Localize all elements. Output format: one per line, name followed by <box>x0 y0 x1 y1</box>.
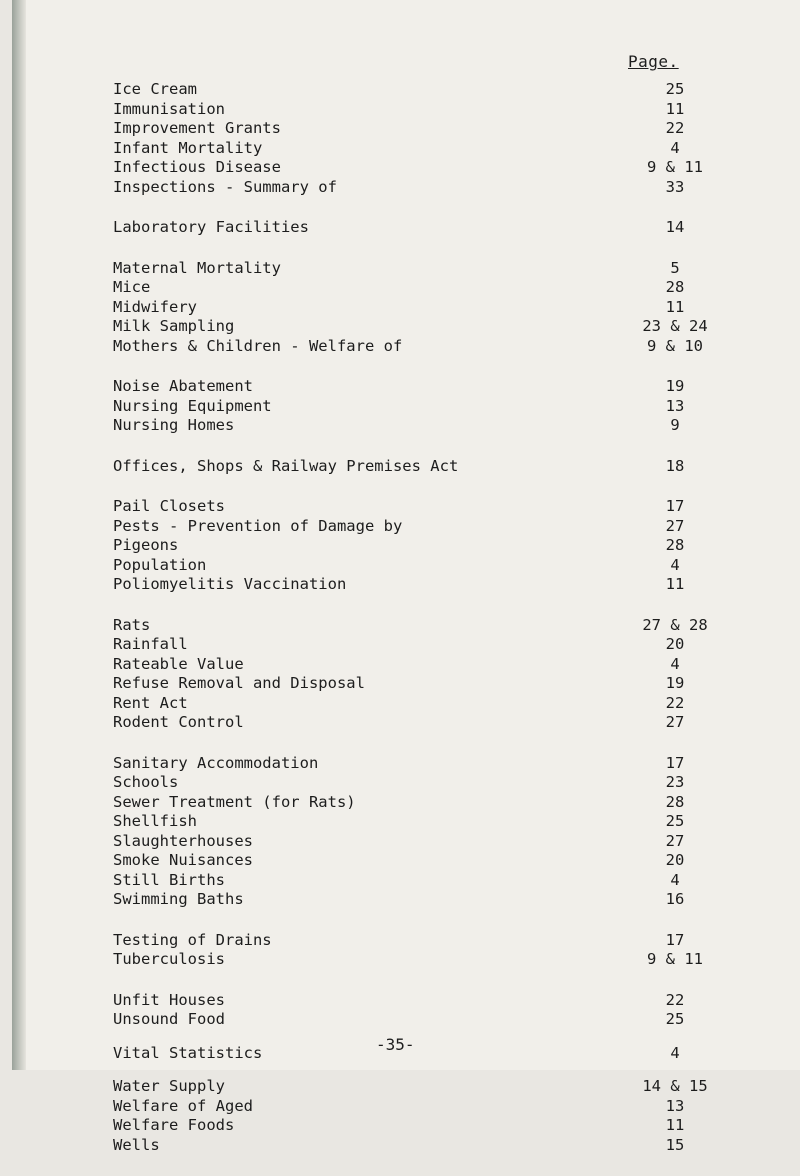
index-entry <box>113 931 723 951</box>
index-entry <box>113 793 723 813</box>
index-entry <box>113 1077 723 1097</box>
index-term: Wells <box>113 1135 160 1154</box>
index-page-reference: 33 <box>665 177 685 196</box>
subject-index <box>113 80 723 1176</box>
index-term: Mothers & Children - Welfare of <box>113 336 403 355</box>
index-term: Unfit Houses <box>113 990 225 1009</box>
index-page-reference: 5 <box>670 258 680 277</box>
index-term: Noise Abatement <box>113 377 253 395</box>
index-term: Mice <box>113 278 151 296</box>
index-section <box>113 377 723 436</box>
index-section <box>113 1077 723 1155</box>
index-term: Improvement Grants <box>113 119 281 137</box>
index-page-reference: 27 <box>665 831 685 850</box>
index-page-reference: 25 <box>665 80 685 98</box>
index-term: Rent Act <box>113 693 188 712</box>
index-section <box>113 1044 723 1064</box>
index-page-reference: 23 & 24 <box>642 317 708 335</box>
index-page-reference: 28 <box>665 536 685 554</box>
index-page-reference: 18 <box>665 456 685 475</box>
index-page-reference: 25 <box>665 812 685 830</box>
index-term: Refuse Removal and Disposal <box>113 674 365 692</box>
index-term: Offices, Shops & Railway Premises Act <box>113 456 459 475</box>
index-section <box>113 497 723 595</box>
index-page-reference: 25 <box>665 1010 685 1028</box>
index-page-reference: 23 <box>665 773 685 791</box>
index-page-reference: 16 <box>665 890 685 908</box>
index-entry <box>113 871 723 891</box>
index-entry <box>113 416 723 436</box>
index-page-reference: 13 <box>665 396 685 415</box>
index-entry <box>113 575 723 595</box>
index-entry <box>113 754 723 774</box>
index-section <box>113 259 723 357</box>
index-term: Pigeons <box>113 536 179 554</box>
index-entry <box>113 1010 723 1030</box>
index-term: Welfare of Aged <box>113 1096 253 1115</box>
index-entry <box>113 139 723 159</box>
index-entry <box>113 950 723 970</box>
index-term: Pail Closets <box>113 497 225 515</box>
index-term: Rodent Control <box>113 713 244 731</box>
index-term: Sewer Treatment (for Rats) <box>113 792 356 811</box>
index-entry <box>113 713 723 733</box>
page-column-header: Page. <box>628 52 679 71</box>
index-entry <box>113 773 723 793</box>
index-entry <box>113 1097 723 1117</box>
index-entry <box>113 337 723 357</box>
index-page-reference: 4 <box>670 555 680 574</box>
index-term: Schools <box>113 773 179 791</box>
index-term: Vital Statistics <box>113 1043 263 1062</box>
index-page-reference: 22 <box>665 119 685 137</box>
index-entry <box>113 298 723 318</box>
index-page-reference: 22 <box>665 990 685 1009</box>
index-entry <box>113 556 723 576</box>
index-term: Water Supply <box>113 1077 225 1095</box>
index-entry <box>113 616 723 636</box>
index-page-reference: 11 <box>665 1116 685 1134</box>
index-term: Rainfall <box>113 635 188 653</box>
index-entry <box>113 397 723 417</box>
index-term: Nursing Equipment <box>113 396 272 415</box>
index-page-reference: 14 & 15 <box>642 1077 708 1095</box>
index-page-reference: 22 <box>665 693 685 712</box>
index-term: Milk Sampling <box>113 317 235 335</box>
index-entry <box>113 158 723 178</box>
index-term: Ice Cream <box>113 80 197 98</box>
index-term: Sanitary Accommodation <box>113 753 319 772</box>
index-page-reference: 20 <box>665 635 685 653</box>
index-entry <box>113 259 723 279</box>
index-page-reference: 4 <box>670 654 680 673</box>
index-term: Smoke Nuisances <box>113 851 253 869</box>
index-page-reference: 4 <box>670 870 680 889</box>
index-term: Pests - Prevention of Damage by <box>113 516 403 535</box>
index-section <box>113 931 723 970</box>
index-page-reference: 27 <box>665 713 685 731</box>
index-entry <box>113 812 723 832</box>
page-number: -35- <box>376 1035 415 1054</box>
index-entry <box>113 635 723 655</box>
index-page-reference: 9 <box>670 416 680 434</box>
index-page-reference: 14 <box>665 218 685 236</box>
index-page-reference: 15 <box>665 1135 685 1154</box>
index-term: Tuberculosis <box>113 950 225 968</box>
index-entry <box>113 890 723 910</box>
index-term: Nursing Homes <box>113 416 235 434</box>
index-page-reference: 4 <box>670 138 680 157</box>
index-entry <box>113 497 723 517</box>
index-term: Maternal Mortality <box>113 258 281 277</box>
index-page-reference: 27 & 28 <box>642 615 708 634</box>
index-page-reference: 17 <box>665 930 685 949</box>
index-entry <box>113 1044 723 1064</box>
index-term: Laboratory Facilities <box>113 218 309 236</box>
index-section <box>113 457 723 477</box>
document-page <box>12 0 800 1154</box>
index-page-reference: 9 & 11 <box>647 158 703 176</box>
index-term: Unsound Food <box>113 1010 225 1028</box>
index-entry <box>113 517 723 537</box>
index-term: Midwifery <box>113 297 197 316</box>
index-entry <box>113 317 723 337</box>
index-page-reference: 11 <box>665 99 685 118</box>
page-edge-shadow <box>12 0 26 1070</box>
index-term: Immunisation <box>113 99 225 118</box>
index-entry <box>113 278 723 298</box>
index-term: Rateable Value <box>113 654 244 673</box>
index-page-reference: 11 <box>665 297 685 316</box>
index-term: Rats <box>113 615 151 634</box>
index-section <box>113 616 723 733</box>
index-page-reference: 27 <box>665 516 685 535</box>
index-page-reference: 9 & 11 <box>647 950 703 968</box>
index-entry <box>113 1136 723 1156</box>
index-entry <box>113 119 723 139</box>
index-entry <box>113 457 723 477</box>
index-entry <box>113 80 723 100</box>
index-entry <box>113 674 723 694</box>
index-section <box>113 991 723 1030</box>
index-page-reference: 17 <box>665 497 685 515</box>
index-term: Welfare Foods <box>113 1116 235 1134</box>
index-entry <box>113 851 723 871</box>
index-entry <box>113 832 723 852</box>
index-section <box>113 754 723 910</box>
index-section <box>113 80 723 197</box>
index-entry <box>113 100 723 120</box>
index-term: Infectious Disease <box>113 158 281 176</box>
index-entry <box>113 991 723 1011</box>
index-page-reference: 9 & 10 <box>647 336 703 355</box>
index-term: Infant Mortality <box>113 138 263 157</box>
index-term: Population <box>113 555 207 574</box>
index-entry <box>113 377 723 397</box>
index-term: Shellfish <box>113 812 197 830</box>
index-entry <box>113 178 723 198</box>
index-page-reference: 19 <box>665 377 685 395</box>
index-term: Still Births <box>113 870 225 889</box>
index-page-reference: 28 <box>665 278 685 296</box>
index-entry <box>113 1116 723 1136</box>
index-page-reference: 28 <box>665 792 685 811</box>
index-term: Slaughterhouses <box>113 831 253 850</box>
index-page-reference: 20 <box>665 851 685 869</box>
index-entry <box>113 655 723 675</box>
index-term: Poliomyelitis Vaccination <box>113 575 347 593</box>
index-page-reference: 11 <box>665 575 685 593</box>
index-term: Inspections - Summary of <box>113 177 337 196</box>
index-page-reference: 13 <box>665 1096 685 1115</box>
index-entry <box>113 694 723 714</box>
index-term: Swimming Baths <box>113 890 244 908</box>
index-page-reference: 19 <box>665 674 685 692</box>
index-term: Testing of Drains <box>113 930 272 949</box>
index-section <box>113 218 723 238</box>
index-entry <box>113 218 723 238</box>
index-page-reference: 4 <box>670 1043 680 1062</box>
index-entry <box>113 536 723 556</box>
index-page-reference: 17 <box>665 753 685 772</box>
